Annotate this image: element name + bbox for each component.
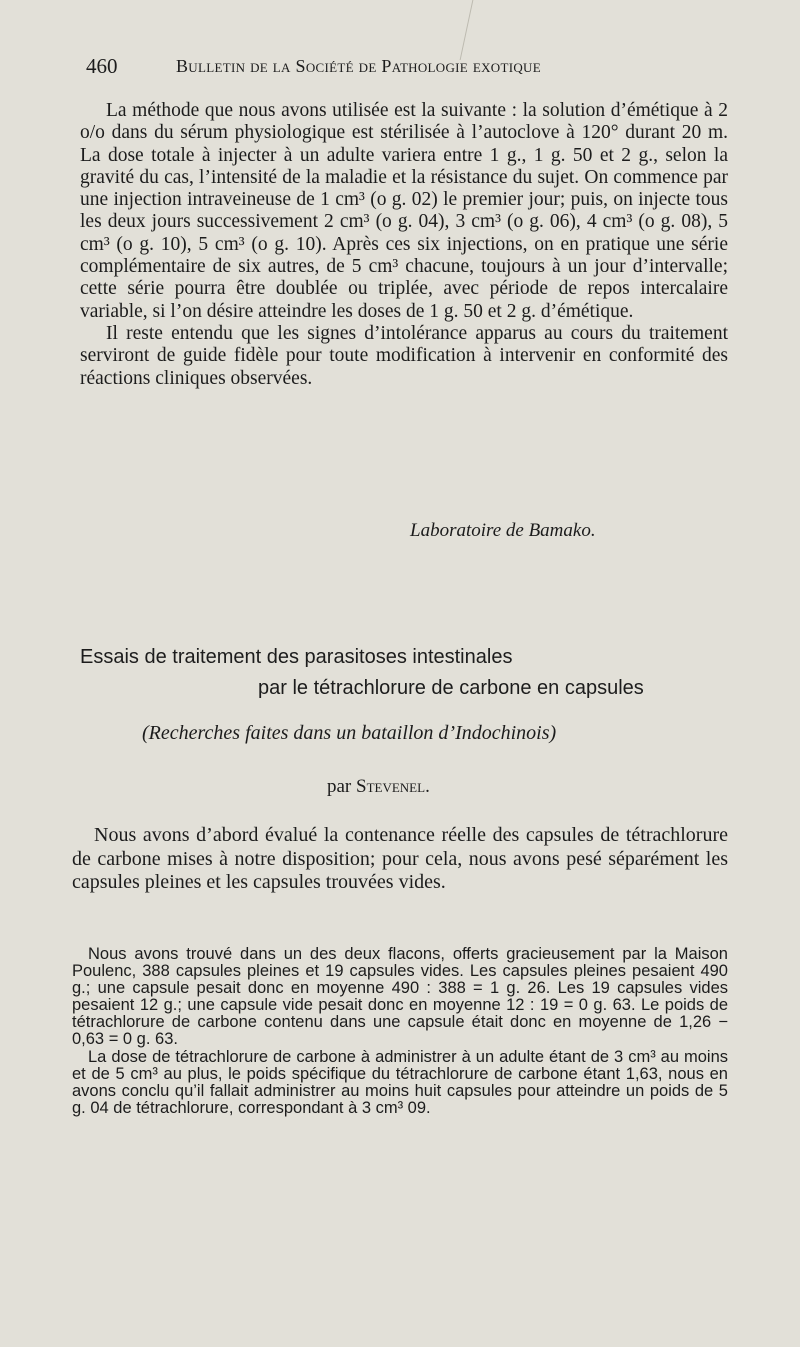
paragraph-dose: La dose de tétrachlorure de carbone à administrer à un adulte étant de 3 cm³ au moins et de 5 cm³ au plus, le poids spécifique du tétrachlorure de carbone étant 1,63, nous en avons conclu qu’il fallait administrer au moins huit capsules pour atteindre un poids de 5 g. 04 de tétrachlorure, correspondant à 3 cm³ 09. [72, 1048, 728, 1118]
previous-article-end [80, 100, 728, 390]
article-title-line-1: Essais de traitement des parasitoses intestinales [80, 646, 513, 668]
article-title-line-2: par le tétrachlorure de carbone en capsules [258, 677, 644, 699]
laboratory-signature: Laboratoire de Bamako. [410, 520, 596, 541]
paragraph-intolerance: Il reste entendu que les signes d’intolérance apparus au cours du traitement serviront de guide fidèle pour toute modification à intervenir en conformité des réactions cliniques observées. [80, 322, 728, 389]
byline-prefix: par [327, 776, 352, 797]
article-subtitle: (Recherches faites dans un bataillon d’Indochinois) [142, 722, 557, 744]
paragraph-capacity: Nous avons d’abord évalué la contenance réelle des capsules de tétrachlorure de carbone mises à notre disposition; pour cela, nous avons pesé séparément les capsules pleines et les capsules trouvées vides. [72, 824, 728, 894]
article-byline [327, 776, 430, 798]
journal-title: Bulletin de la Société de Pathologie exotique [176, 56, 541, 76]
author-name: Stevenel. [356, 776, 430, 797]
article-intro [72, 824, 728, 895]
page-number: 460 [86, 54, 118, 78]
paragraph-method: La méthode que nous avons utilisée est la suivante : la solution d’émétique à 2 o/o dans du sérum physiologique est stérilisée à l’autoclove à 120° durant 20 m. La dose totale à injecter à un adulte variera entre 1 g., 1 g. 50 et 2 g., selon la gravité du cas, l’intensité de la maladie et la résistance du sujet. On commence par une injection intraveineuse de 1 cm³ (o g. 02) le premier jour; puis, on injecte tous les deux jours successivement 2 cm³ (o g. 04), 3 cm³ (o g. 06), 4 cm³ (o g. 08), 5 cm³ (o g. 10), 5 cm³ (o g. 10). Après ces six injections, on en pratique une série complémentaire de six autres, de 5 cm³ chacune, toujours à un jour d’intervalle; cette série pourra être doublée ou triplée, avec période de repos intercalaire variable, si l’on désire atteindre les doses de 1 g. 50 et 2 g. d’émétique. [80, 100, 728, 322]
article-details [72, 946, 728, 1117]
page-fold-mark [430, 0, 474, 60]
paragraph-weights: Nous avons trouvé dans un des deux flacons, offerts gracieusement par la Maison Poulenc, 388 capsules pleines et 19 capsules vides. Les capsules pleines pesaient 490 g.; une capsule pesait donc en moyenne 490 : 388 = 1 g. 26. Les 19 capsules vides pesaient 12 g.; une capsule vide pesait donc en moyenne 12 : 19 = 0 g. 63. Le poids de tétrachlorure de carbone contenu dans une capsule était donc en moyenne de 1,26 − 0,63 = 0 g. 63. [72, 945, 728, 1048]
running-header [86, 54, 650, 84]
